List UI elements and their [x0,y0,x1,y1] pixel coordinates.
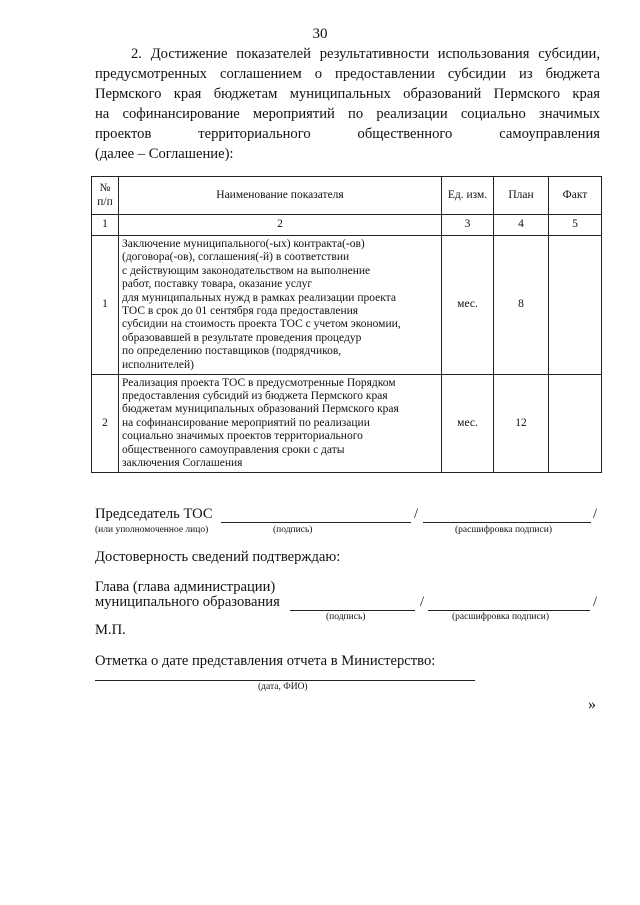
intro-paragraph [95,44,600,164]
name-line: на софинансирование мероприятий по реализации [122,416,370,429]
head-label-line2: муниципального образования [95,594,280,610]
row-fact[interactable] [549,375,602,473]
signature-caption: (подпись) [273,525,313,535]
column-number: 1 [92,215,119,236]
name-line: с действующим законодательством на выполнение [122,264,371,277]
report-date-line[interactable] [95,680,475,681]
row-fact[interactable] [549,236,602,375]
header-name: Наименование показателя [119,177,442,215]
slash: / [414,506,419,522]
decode-caption: (расшифровка подписи) [452,612,549,622]
name-line: работ, поставку товара, оказание услуг [122,278,313,291]
slash: / [420,594,425,610]
table-header-row [92,177,602,215]
name-line: заключения Соглашения [122,457,243,470]
intro-line: 2. Достижение показателей результативности использования субсидии, [131,46,600,62]
head-label-line1: Глава (глава администрации) [95,579,276,595]
row-num: 2 [92,375,119,473]
name-line: предоставления субсидий из бюджета Пермского края [122,389,388,402]
head-decode-line[interactable] [428,610,590,611]
name-line: (договора(-ов), соглашения(-й) в соответствии [122,251,350,264]
name-line: ТОС в срок до 01 сентября года предоставления [122,305,359,317]
chairman-sub-label: (или уполномоченное лицо) [95,525,209,535]
name-line: субсидии на стоимость проекта ТОС с учетом экономии, [122,318,401,331]
name-line: бюджетам муниципальных образований Пермского края [122,403,399,416]
chairman-label: Председатель ТОС [95,506,213,522]
name-line: исполнителей) [122,358,195,371]
intro-line: (далее – Соглашение): [95,146,234,162]
column-numbers-row [92,215,602,236]
row-name [119,375,442,473]
confirm-text: Достоверность сведений подтверждаю: [95,549,341,565]
slash: / [593,506,598,522]
row-plan: 12 [494,375,549,473]
row-unit: мес. [442,236,494,375]
closing-quote: » [588,696,596,713]
row-name [119,236,442,375]
name-line: Реализация проекта ТОС в предусмотренные Порядком [122,376,396,389]
indicators-table [91,176,602,473]
intro-line: предусмотренных соглашением о предоставлении субсидии из бюджета [95,66,600,82]
table-row [92,236,602,375]
column-number: 3 [442,215,494,236]
name-line: общественного самоуправления сроки с даты [122,443,345,456]
row-unit: мес. [442,375,494,473]
table-row [92,375,602,473]
header-plan: План [494,177,549,215]
decode-caption: (расшифровка подписи) [455,525,552,535]
slash: / [593,594,598,610]
page-number: 30 [312,26,328,42]
header-num: № п/п [92,177,119,215]
signature-caption: (подпись) [326,612,366,622]
name-line: для муниципальных нужд в рамках реализации проекта [122,291,396,304]
head-signature-line[interactable] [290,610,415,611]
column-number: 4 [494,215,549,236]
header-fact: Факт [549,177,602,215]
column-number: 2 [119,215,442,236]
stamp-label: М.П. [95,622,126,638]
date-caption: (дата, ФИО) [258,682,308,692]
row-plan: 8 [494,236,549,375]
header-unit: Ед. изм. [442,177,494,215]
chairman-signature-line[interactable] [221,522,411,523]
intro-line: Пермского края бюджетам муниципальных образований Пермского края [95,86,600,102]
report-note: Отметка о дате представления отчета в Министерство: [95,653,436,669]
name-line: социально значимых проектов территориального [122,430,363,443]
intro-line: на софинансирование мероприятий по реализации социально значимых [95,106,600,122]
intro-line: проектов территориального общественного самоуправления [95,126,600,142]
column-number: 5 [549,215,602,236]
name-line: Заключение муниципального(-ых) контракта(-ов) [122,237,365,250]
chairman-decode-line[interactable] [423,522,591,523]
name-line: образовавшей в результате проведения процедур [122,331,362,344]
row-num: 1 [92,236,119,375]
name-line: по определению поставщиков (подрядчиков, [122,345,342,358]
